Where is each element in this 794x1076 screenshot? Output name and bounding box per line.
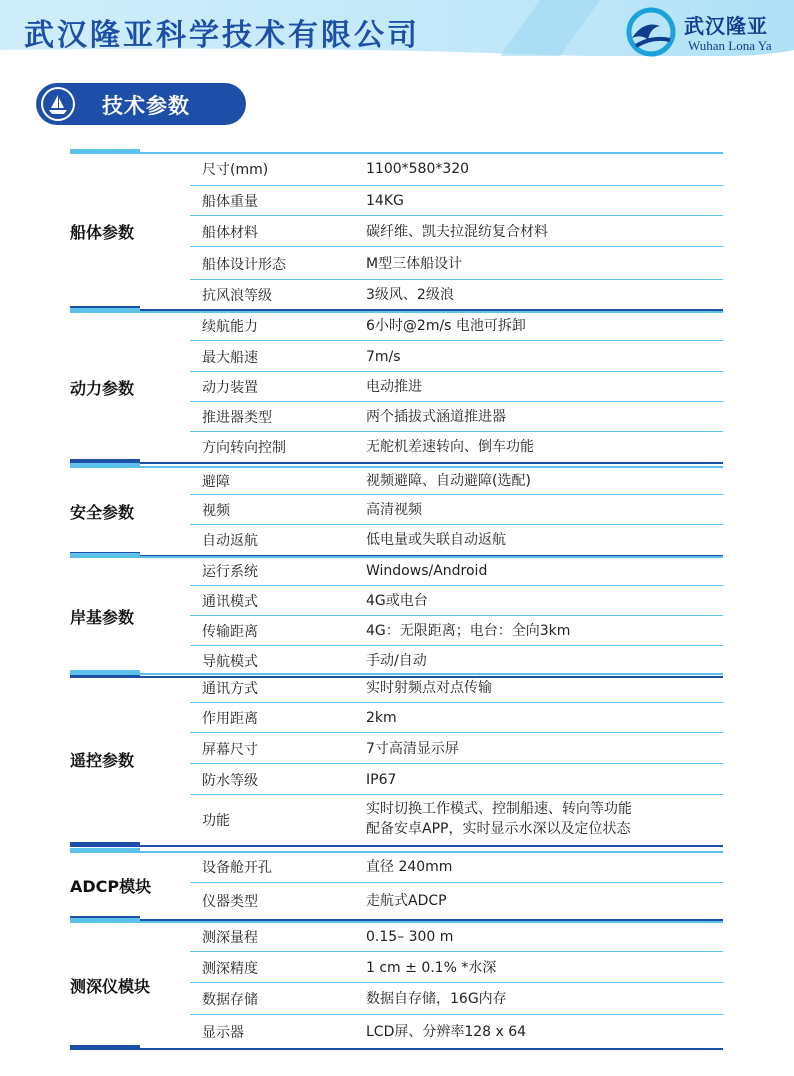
group-label: 动力参数 <box>70 378 135 398</box>
spec-group <box>0 921 794 1048</box>
spec-name: 船体设计形态 <box>202 256 286 273</box>
spec-row <box>190 764 723 795</box>
spec-value: 4G：无限距离；电台：全向3km <box>366 623 571 639</box>
company-name: 武汉隆亚科学技术有限公司 <box>24 18 420 53</box>
spec-row <box>190 186 723 216</box>
spec-row <box>190 247 723 280</box>
group-top-rule <box>70 848 140 853</box>
group-bottom-rule <box>70 842 140 847</box>
spec-group <box>0 851 794 919</box>
group-top-rule <box>70 149 140 154</box>
spec-name: 船体重量 <box>202 194 258 210</box>
spec-row <box>190 495 723 525</box>
spec-value: 视频避障、自动避障(选配) <box>366 472 531 489</box>
spec-value: 14KG <box>366 193 404 209</box>
spec-value: 电动推进 <box>366 379 422 395</box>
spec-value: M型三体船设计 <box>366 255 463 272</box>
spec-value: 碳纤维、凯夫拉混纺复合材料 <box>366 223 548 240</box>
spec-name: 通讯模式 <box>202 594 258 610</box>
spec-row <box>190 525 723 555</box>
group-bottom-rule <box>140 845 723 847</box>
spec-name: 动力装置 <box>202 380 258 396</box>
spec-row <box>190 280 723 309</box>
spec-name: 最大船速 <box>202 349 258 366</box>
spec-row <box>190 883 723 919</box>
spec-name: 显示器 <box>202 1024 244 1041</box>
group-label: 岸基参数 <box>70 608 135 627</box>
wave-logo-icon <box>622 6 680 58</box>
group-bottom-rule <box>70 1045 140 1050</box>
spec-name: 推进器类型 <box>202 410 272 426</box>
spec-value: 3级风、2级浪 <box>366 286 454 303</box>
spec-name: 视频 <box>202 503 230 519</box>
group-bottom-rule <box>140 462 723 464</box>
spec-value: 实时切换工作模式、控制船速、转向等功能 <box>366 801 632 817</box>
spec-row <box>190 851 723 883</box>
spec-name: 功能 <box>202 813 230 829</box>
spec-name: 通讯方式 <box>202 681 258 697</box>
spec-name: 作用距离 <box>202 711 258 727</box>
logo-text-cn: 武汉隆亚 <box>684 14 768 38</box>
spec-value: 6小时@2m/s 电池可拆卸 <box>366 318 526 334</box>
group-top-rule <box>70 670 140 675</box>
spec-value: 1100*580*320 <box>366 161 470 177</box>
spec-row <box>190 466 723 495</box>
spec-value: 数据自存储，16G内存 <box>366 991 507 1007</box>
company-logo <box>622 6 790 58</box>
spec-value: 7寸高清显示屏 <box>366 740 459 757</box>
spec-row <box>190 733 723 764</box>
spec-row <box>190 341 723 372</box>
group-label: 安全参数 <box>70 502 135 522</box>
spec-value: 走航式ADCP <box>366 893 447 909</box>
spec-row <box>190 586 723 616</box>
spec-name: 数据存储 <box>202 992 258 1008</box>
spec-row <box>190 402 723 432</box>
spec-value: 直径 240mm <box>366 859 453 875</box>
group-top-rule <box>70 553 140 558</box>
group-label: ADCP模块 <box>70 877 152 896</box>
spec-name: 尺寸(mm) <box>202 162 269 178</box>
spec-group <box>0 556 794 676</box>
spec-name: 传输距离 <box>202 624 258 640</box>
spec-value: Windows/Android <box>366 563 488 579</box>
spec-group <box>0 673 794 845</box>
spec-row <box>190 795 723 845</box>
spec-name: 运行系统 <box>202 564 258 580</box>
spec-row <box>190 216 723 247</box>
spec-row <box>190 673 723 703</box>
spec-group <box>0 466 794 555</box>
page-header <box>0 0 794 62</box>
spec-value: 2km <box>366 710 397 726</box>
group-top-rule <box>70 918 140 923</box>
spec-value: 手动/自动 <box>366 653 427 669</box>
spec-row <box>190 1015 723 1048</box>
spec-value: 实时射频点对点传输 <box>366 680 492 696</box>
spec-row <box>190 616 723 646</box>
group-bottom-rule <box>140 1048 723 1050</box>
spec-value: 无舵机差速转向、倒车功能 <box>366 439 534 455</box>
spec-row <box>190 952 723 983</box>
spec-row <box>190 432 723 462</box>
spec-row <box>190 703 723 733</box>
group-label: 测深仪模块 <box>70 976 151 996</box>
spec-row <box>190 152 723 186</box>
spec-group <box>0 311 794 462</box>
group-top-rule <box>70 308 140 313</box>
spec-name: 导航模式 <box>202 654 258 670</box>
spec-row <box>190 983 723 1015</box>
sailboat-icon <box>41 87 75 121</box>
spec-name: 船体材料 <box>202 224 258 241</box>
spec-value: 4G或电台 <box>366 593 428 609</box>
spec-row <box>190 646 723 676</box>
group-label: 船体参数 <box>70 222 135 242</box>
spec-name: 测深量程 <box>202 929 258 946</box>
spec-value: 0.15– 300 m <box>366 928 454 945</box>
logo-text-en: Wuhan Lona Ya <box>688 38 772 53</box>
spec-name: 避障 <box>202 473 230 490</box>
section-title: 技术参数 <box>102 94 190 118</box>
spec-name: 测深精度 <box>202 960 258 977</box>
spec-value: 7m/s <box>366 348 401 365</box>
spec-value: LCD屏、分辨率128 x 64 <box>366 1023 527 1040</box>
spec-value: IP67 <box>366 771 397 788</box>
group-label: 遥控参数 <box>70 751 135 770</box>
group-top-rule <box>70 463 140 468</box>
spec-row <box>190 311 723 341</box>
spec-value: 低电量或失联自动返航 <box>366 532 506 548</box>
spec-name: 设备舱开孔 <box>202 860 272 876</box>
spec-row <box>190 556 723 586</box>
spec-name: 自动返航 <box>202 533 258 549</box>
section-title-badge <box>36 83 246 125</box>
spec-row <box>190 921 723 952</box>
spec-name: 方向转向控制 <box>202 440 286 456</box>
spec-name: 抗风浪等级 <box>202 287 272 304</box>
spec-name: 续航能力 <box>202 319 258 335</box>
spec-row <box>190 372 723 402</box>
spec-value: 1 cm ± 0.1% *水深 <box>366 959 497 976</box>
spec-name: 屏幕尺寸 <box>202 741 258 758</box>
spec-value: 高清视频 <box>366 502 422 518</box>
spec-value: 配备安卓APP，实时显示水深以及定位状态 <box>366 821 631 837</box>
spec-name: 防水等级 <box>202 772 258 789</box>
spec-group <box>0 152 794 309</box>
spec-name: 仪器类型 <box>202 894 258 910</box>
spec-value: 两个插拔式涵道推进器 <box>366 409 506 425</box>
